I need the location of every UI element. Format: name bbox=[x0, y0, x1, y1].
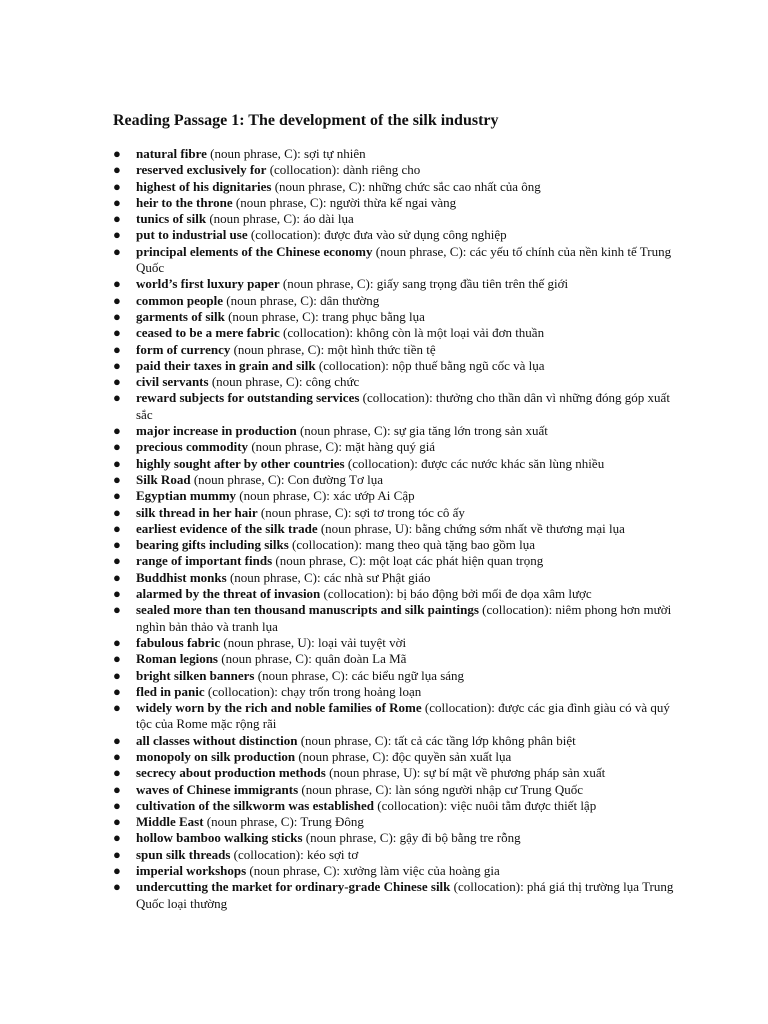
bullet-icon: ● bbox=[113, 374, 121, 390]
vocab-definition: (noun phrase, C): mặt hàng quý giá bbox=[248, 439, 436, 455]
bullet-icon: ● bbox=[113, 732, 121, 748]
list-item bbox=[113, 553, 685, 569]
vocab-term: world’s first luxury paper bbox=[136, 276, 280, 292]
list-item bbox=[113, 635, 685, 651]
bullet-icon: ● bbox=[113, 390, 121, 406]
vocab-definition: (collocation): dành riêng cho bbox=[266, 162, 421, 178]
bullet-icon: ● bbox=[113, 602, 121, 618]
list-item bbox=[113, 847, 685, 863]
bullet-icon: ● bbox=[113, 504, 121, 520]
bullet-icon: ● bbox=[113, 797, 121, 813]
vocab-definition: (noun phrase, C): Con đường Tơ lụa bbox=[190, 471, 383, 487]
bullet-icon: ● bbox=[113, 634, 121, 650]
vocab-term: Roman legions bbox=[136, 651, 218, 667]
bullet-icon: ● bbox=[113, 846, 121, 862]
vocab-definition: (collocation): thưởng cho thần dân vì những đóng góp xuất sắc bbox=[136, 390, 670, 422]
list-item bbox=[113, 456, 685, 472]
bullet-icon: ● bbox=[113, 439, 121, 455]
vocab-definition: (noun phrase, C): Trung Đông bbox=[203, 814, 364, 830]
vocab-definition: (collocation): được các nước khác săn lùng nhiều bbox=[344, 455, 605, 471]
list-item bbox=[113, 325, 685, 341]
vocab-definition: (noun phrase, C): một loạt các phát hiện quan trọng bbox=[272, 553, 544, 569]
bullet-icon: ● bbox=[113, 423, 121, 439]
bullet-icon: ● bbox=[113, 178, 121, 194]
bullet-icon: ● bbox=[113, 308, 121, 324]
bullet-icon: ● bbox=[113, 325, 121, 341]
bullet-icon: ● bbox=[113, 471, 121, 487]
list-item bbox=[113, 374, 685, 390]
bullet-icon: ● bbox=[113, 683, 121, 699]
vocab-definition: (noun phrase, C): trang phục bằng lụa bbox=[224, 308, 425, 324]
vocab-definition: (collocation): không còn là một loại vải đơn thuần bbox=[279, 325, 545, 341]
bullet-icon: ● bbox=[113, 569, 121, 585]
vocab-term: secrecy about production methods bbox=[136, 765, 326, 781]
vocab-term: undercutting the market for ordinary-grade Chinese silk bbox=[136, 879, 451, 895]
bullet-icon: ● bbox=[113, 520, 121, 536]
list-item bbox=[113, 700, 685, 733]
vocab-term: Buddhist monks bbox=[136, 569, 227, 585]
vocab-definition: (noun phrase, C): gậy đi bộ bằng tre rỗng bbox=[302, 830, 521, 846]
list-item bbox=[113, 488, 685, 504]
vocab-term: highest of his dignitaries bbox=[136, 178, 272, 194]
vocab-term: sealed more than ten thousand manuscripts and silk paintings bbox=[136, 602, 479, 618]
list-item bbox=[113, 733, 685, 749]
list-item bbox=[113, 586, 685, 602]
list-item bbox=[113, 537, 685, 553]
list-item bbox=[113, 782, 685, 798]
vocab-term: reserved exclusively for bbox=[136, 162, 267, 178]
vocab-definition: (collocation): mang theo quà tặng bao gồm lụa bbox=[288, 537, 536, 553]
vocab-term: put to industrial use bbox=[136, 227, 248, 243]
vocab-definition: (collocation): được các gia đình giàu có và quý tộc của Rome mặc rộng rãi bbox=[136, 700, 670, 732]
vocab-term: bright silken banners bbox=[136, 667, 255, 683]
list-item bbox=[113, 439, 685, 455]
vocab-term: common people bbox=[136, 292, 224, 308]
vocab-definition: (noun phrase, C): áo dài lụa bbox=[206, 211, 354, 227]
vocab-term: major increase in production bbox=[136, 423, 297, 439]
vocab-definition: (noun phrase, C): quân đoàn La Mã bbox=[217, 651, 407, 667]
vocab-definition: (collocation): chạy trốn trong hoảng loạn bbox=[204, 683, 422, 699]
bullet-icon: ● bbox=[113, 765, 121, 781]
vocab-definition: (collocation): kéo sợi tơ bbox=[230, 846, 359, 862]
list-item bbox=[113, 342, 685, 358]
bullet-icon: ● bbox=[113, 814, 121, 830]
bullet-icon: ● bbox=[113, 781, 121, 797]
vocab-definition: (noun phrase, C): sợi tự nhiên bbox=[206, 146, 366, 161]
vocab-definition: (noun phrase, C): giấy sang trọng đầu tiên trên thế giới bbox=[279, 276, 569, 292]
list-item bbox=[113, 830, 685, 846]
vocab-definition: (noun phrase, C): công chức bbox=[208, 374, 360, 390]
bullet-icon: ● bbox=[113, 243, 121, 259]
list-item bbox=[113, 162, 685, 178]
bullet-icon: ● bbox=[113, 830, 121, 846]
list-item bbox=[113, 505, 685, 521]
vocabulary-list bbox=[113, 146, 685, 912]
vocab-term: widely worn by the rich and noble families of Rome bbox=[136, 700, 422, 716]
vocab-term: bearing gifts including silks bbox=[136, 537, 289, 553]
bullet-icon: ● bbox=[113, 211, 121, 227]
bullet-icon: ● bbox=[113, 863, 121, 879]
list-item bbox=[113, 227, 685, 243]
page-title: Reading Passage 1: The development of the silk industry bbox=[113, 112, 499, 129]
bullet-icon: ● bbox=[113, 194, 121, 210]
vocab-definition: (noun phrase, C): những chức sắc cao nhất của ông bbox=[271, 178, 541, 194]
list-item bbox=[113, 179, 685, 195]
vocab-definition: (noun phrase, C): sự gia tăng lớn trong sản xuất bbox=[296, 423, 548, 439]
bullet-icon: ● bbox=[113, 357, 121, 373]
list-item bbox=[113, 651, 685, 667]
bullet-icon: ● bbox=[113, 700, 121, 716]
vocab-definition: (noun phrase, C): một hình thức tiền tệ bbox=[230, 341, 436, 357]
vocab-definition: (collocation): được đưa vào sử dụng công nghiệp bbox=[247, 227, 507, 243]
vocab-term: ceased to be a mere fabric bbox=[136, 325, 280, 341]
vocab-term: alarmed by the threat of invasion bbox=[136, 586, 321, 602]
vocab-term: tunics of silk bbox=[136, 211, 207, 227]
list-item bbox=[113, 146, 685, 162]
vocab-definition: (noun phrase, C): tất cả các tầng lớp không phân biệt bbox=[297, 732, 576, 748]
vocab-term: waves of Chinese immigrants bbox=[136, 781, 299, 797]
bullet-icon: ● bbox=[113, 341, 121, 357]
vocab-definition: (collocation): nộp thuế bằng ngũ cốc và lụa bbox=[315, 357, 545, 373]
list-item bbox=[113, 276, 685, 292]
vocab-definition: (noun phrase, C): các biểu ngữ lụa sáng bbox=[254, 667, 465, 683]
list-item bbox=[113, 879, 685, 912]
vocab-term: civil servants bbox=[136, 374, 209, 390]
vocab-definition: (noun phrase, U): sự bí mật về phương pháp sản xuất bbox=[325, 765, 606, 781]
bullet-icon: ● bbox=[113, 553, 121, 569]
list-item bbox=[113, 668, 685, 684]
list-item bbox=[113, 798, 685, 814]
bullet-icon: ● bbox=[113, 455, 121, 471]
vocab-term: fled in panic bbox=[136, 683, 205, 699]
vocab-term: Silk Road bbox=[136, 471, 191, 487]
vocab-definition: (noun phrase, C): độc quyền sản xuất lụa bbox=[295, 748, 512, 764]
list-item bbox=[113, 749, 685, 765]
vocab-definition: (noun phrase, C): làn sóng người nhập cư Trung Quốc bbox=[298, 781, 584, 797]
vocab-term: cultivation of the silkworm was established bbox=[136, 797, 374, 813]
vocab-term: heir to the throne bbox=[136, 194, 233, 210]
list-item bbox=[113, 472, 685, 488]
list-item bbox=[113, 195, 685, 211]
vocab-term: fabulous fabric bbox=[136, 634, 221, 650]
vocab-definition: (noun phrase, C): xưởng làm việc của hoàng gia bbox=[246, 863, 500, 879]
list-item bbox=[113, 863, 685, 879]
vocab-term: highly sought after by other countries bbox=[136, 455, 345, 471]
vocab-term: form of currency bbox=[136, 341, 231, 357]
vocab-term: range of important finds bbox=[136, 553, 273, 569]
bullet-icon: ● bbox=[113, 667, 121, 683]
list-item bbox=[113, 765, 685, 781]
list-item bbox=[113, 211, 685, 227]
bullet-icon: ● bbox=[113, 227, 121, 243]
vocab-term: garments of silk bbox=[136, 308, 225, 324]
vocab-term: imperial workshops bbox=[136, 863, 247, 879]
list-item bbox=[113, 390, 685, 423]
vocab-definition: (collocation): bị báo động bởi mối đe dọa xâm lược bbox=[320, 586, 592, 602]
bullet-icon: ● bbox=[113, 488, 121, 504]
vocab-term: silk thread in her hair bbox=[136, 504, 258, 520]
bullet-icon: ● bbox=[113, 292, 121, 308]
vocab-term: principal elements of the Chinese economy bbox=[136, 243, 373, 259]
bullet-icon: ● bbox=[113, 586, 121, 602]
bullet-icon: ● bbox=[113, 276, 121, 292]
vocab-term: Middle East bbox=[136, 814, 204, 830]
list-item bbox=[113, 684, 685, 700]
vocab-definition: (noun phrase, C): sợi tơ trong tóc cô ấy bbox=[257, 504, 465, 520]
vocab-definition: (collocation): niêm phong hơn mười nghìn bản thảo và tranh lụa bbox=[136, 602, 672, 634]
vocab-definition: (noun phrase, C): các nhà sư Phật giáo bbox=[226, 569, 431, 585]
list-item bbox=[113, 423, 685, 439]
vocab-term: reward subjects for outstanding services bbox=[136, 390, 360, 406]
vocab-term: spun silk threads bbox=[136, 846, 231, 862]
vocab-term: hollow bamboo walking sticks bbox=[136, 830, 303, 846]
list-item bbox=[113, 293, 685, 309]
list-item bbox=[113, 521, 685, 537]
vocab-definition: (noun phrase, U): bằng chứng sớm nhất về thương mại lụa bbox=[317, 520, 625, 536]
vocab-term: monopoly on silk production bbox=[136, 748, 296, 764]
bullet-icon: ● bbox=[113, 146, 121, 161]
vocab-definition: (noun phrase, C): các yếu tố chính của nền kinh tế Trung Quốc bbox=[136, 243, 672, 276]
bullet-icon: ● bbox=[113, 162, 121, 178]
vocab-term: natural fibre bbox=[136, 146, 207, 161]
list-item bbox=[113, 570, 685, 586]
vocab-term: precious commodity bbox=[136, 439, 249, 455]
vocab-definition: (collocation): việc nuôi tằm được thiết lập bbox=[373, 797, 597, 813]
bullet-icon: ● bbox=[113, 537, 121, 553]
list-item bbox=[113, 814, 685, 830]
list-item bbox=[113, 602, 685, 635]
bullet-icon: ● bbox=[113, 748, 121, 764]
vocab-term: all classes without distinction bbox=[136, 732, 298, 748]
vocab-definition: (noun phrase, C): xác ướp Ai Cập bbox=[236, 488, 415, 504]
bullet-icon: ● bbox=[113, 651, 121, 667]
vocab-term: Egyptian mummy bbox=[136, 488, 237, 504]
vocab-term: earliest evidence of the silk trade bbox=[136, 520, 318, 536]
bullet-icon: ● bbox=[113, 879, 121, 895]
list-item bbox=[113, 309, 685, 325]
list-item bbox=[113, 244, 685, 277]
vocab-definition: (noun phrase, C): người thừa kế ngai vàng bbox=[232, 194, 457, 210]
vocab-definition: (collocation): phá giá thị trường lụa Trung Quốc loại thường bbox=[136, 879, 674, 911]
vocab-definition: (noun phrase, C): dân thường bbox=[223, 292, 380, 308]
vocab-term: paid their taxes in grain and silk bbox=[136, 357, 316, 373]
list-item bbox=[113, 358, 685, 374]
vocab-definition: (noun phrase, U): loại vải tuyệt vời bbox=[220, 634, 407, 650]
